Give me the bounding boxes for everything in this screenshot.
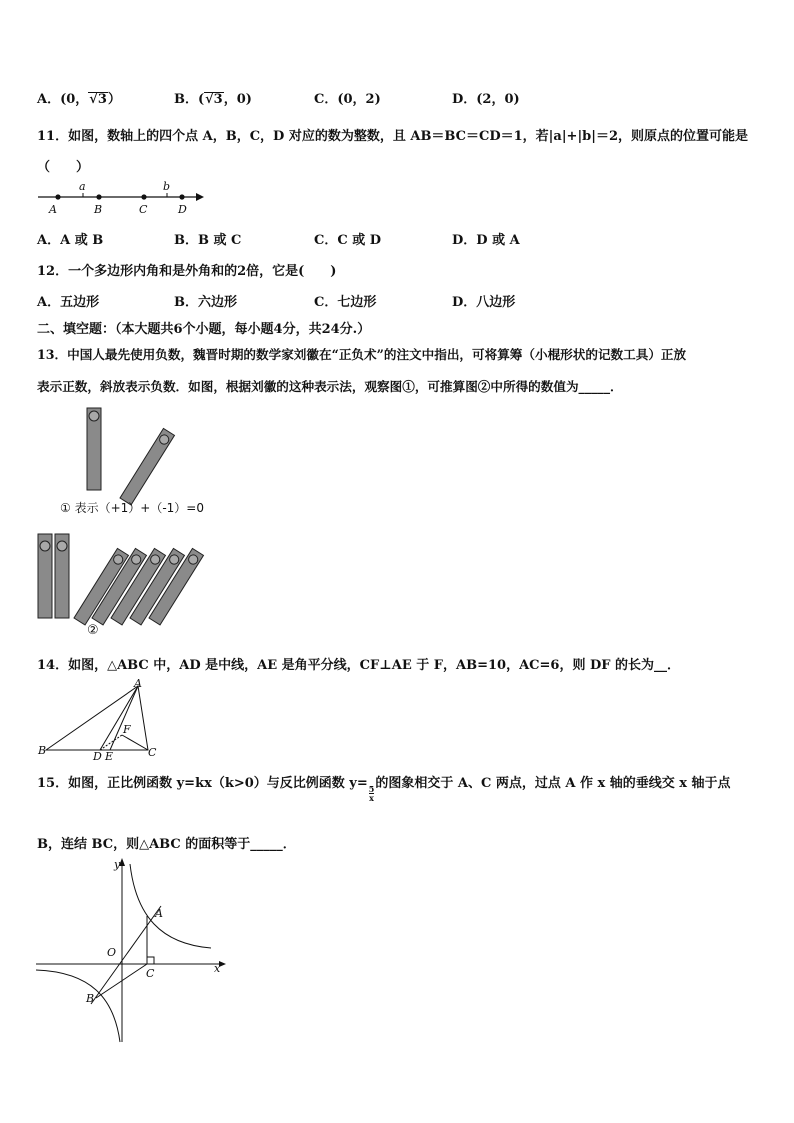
q13-figure-1-caption: ① 表示（+1）+（-1）=0 (60, 501, 204, 515)
q14-triangle-figure (36, 677, 166, 763)
q15-line-1: 15．如图，正比例函数 y=kx（k>0）与反比例函数 y= $\frac{5}{x}$ 的图象相交于 A、C 两点，过点 A 作 x 轴的垂线交 x 轴于点 (37, 776, 731, 803)
q11-option-d: D．D 或 A (452, 233, 520, 248)
q12-option-b: B．六边形 (174, 295, 237, 310)
q11-paren: （ ） (37, 160, 90, 175)
q12-text: 12．一个多边形内角和是外角和的2倍，它是( ) (37, 264, 337, 279)
q10-option-b: B．(√3，0) (174, 92, 252, 107)
label-c: C (148, 746, 157, 759)
q15-line-2: B，连结 BC，则△ABC 的面积等于_____． (37, 837, 296, 852)
q13-figure-2 (36, 532, 216, 624)
section-2-heading: 二、填空题：（本大题共6个小题，每小题4分，共24分.） (37, 322, 371, 337)
label-b: B (94, 203, 103, 216)
label-d: D (93, 750, 102, 763)
point-c (141, 194, 146, 199)
label-a: A (155, 907, 163, 920)
label-y: y (114, 858, 121, 871)
q13-line-1: 13．中国人最先使用负数，魏晋时期的数学家刘徽在“正负术”的注文中指出，可将算筹（小棍形状的记数工具）正放 (37, 347, 687, 362)
q11-option-b: B．B 或 C (174, 233, 242, 248)
label-b: B (38, 744, 47, 757)
q13-figure-1 (80, 406, 180, 502)
q15-fraction: $\frac{5}{x}$ (368, 784, 375, 803)
point-b (96, 194, 101, 199)
q15-graph-figure (36, 856, 236, 1046)
label-f: F (123, 723, 131, 736)
q14-text: 14．如图，△ABC 中，AD 是中线，AE 是角平分线，CF⊥AE 于 F，AB=10，AC=6，则 DF 的长为__． (37, 658, 680, 673)
q12-option-c: C．七边形 (314, 295, 377, 310)
q13-figure-2-caption: ② (87, 623, 99, 638)
label-a: A (49, 203, 57, 216)
label-x: x (214, 962, 221, 975)
label-c: C (146, 967, 155, 980)
q12-option-d: D．八边形 (452, 295, 516, 310)
label-d: D (178, 203, 187, 216)
q11-option-c: C．C 或 D (314, 233, 382, 248)
q10-option-d: D．(2，0) (452, 92, 520, 107)
mark-a: a (79, 180, 86, 193)
q11-number-line-figure (36, 180, 216, 216)
q10-option-a: A．(0，√3） (37, 92, 121, 107)
label-c: C (139, 203, 148, 216)
q11-option-a: A．A 或 B (37, 233, 104, 248)
label-b: B (86, 992, 95, 1005)
q13-line-2: 表示正数，斜放表示负数．如图，根据刘徽的这种表示法，观察图①，可推算图②中所得的数值为_____． (37, 379, 623, 394)
q10-option-c: C．(0，2) (314, 92, 381, 107)
label-e: E (105, 750, 114, 763)
label-a: A (134, 677, 142, 690)
point-d (179, 194, 184, 199)
label-o: O (107, 946, 117, 959)
q11-text: 11．如图，数轴上的四个点 A，B，C，D 对应的数为整数，且 AB＝BC＝CD＝1，若|a|+|b|＝2，则原点的位置可能是 (37, 129, 749, 144)
point-a (55, 194, 60, 199)
mark-b: b (163, 180, 171, 193)
q12-option-a: A．五边形 (37, 295, 100, 310)
